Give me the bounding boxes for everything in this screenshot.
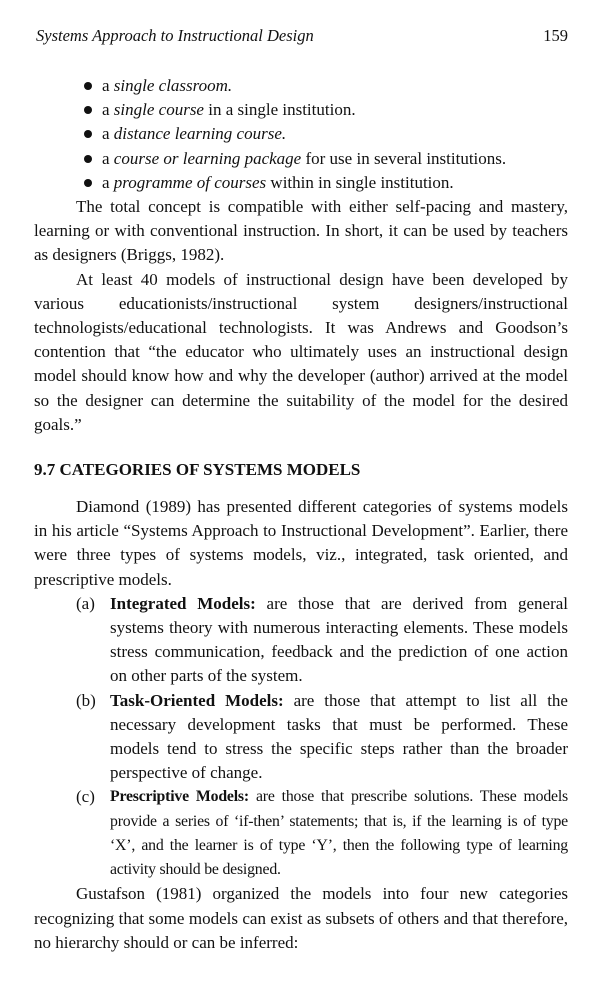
bullet-prefix: a xyxy=(102,100,114,120)
bullet-emphasis: single classroom. xyxy=(113,76,233,95)
paragraph-models-count: At least 40 models of instructional design have been developed by various educationists/instructional system designers/instructional technologists/educational technologists. It was Andrews and Goodson’s contention that “the educator who ultimately uses an instructional design model should know how and why the developer (author) arrived at the model so the designer can determine the suitability of the model for the desired goals.” xyxy=(34,269,568,434)
category-item xyxy=(34,592,568,689)
category-list xyxy=(34,592,568,882)
running-head xyxy=(36,26,568,46)
bullet-item xyxy=(34,147,568,171)
bullet-prefix: a xyxy=(102,124,114,144)
bullet-emphasis: course or learning package xyxy=(113,148,302,168)
category-body xyxy=(110,592,568,689)
bullet-emphasis: single course xyxy=(113,100,204,120)
paragraph-diamond: Diamond (1989) has presented different categories of systems models in his article “Systems Approach to Instructional Development”. Earlier, there were three types of systems models, viz., integrated, task oriented, and prescriptive models. xyxy=(34,497,568,589)
category-term: Integrated Models: xyxy=(110,593,256,613)
category-item xyxy=(34,689,568,786)
bullet-rest: for use in several institutions. xyxy=(301,148,507,168)
bullet-prefix: a xyxy=(102,172,114,192)
category-body xyxy=(110,689,568,786)
category-text: are those that are derived from general systems theory with numerous interacting elements. These models stress communication, feedback and the prediction of one action on other parts of the system. xyxy=(110,593,569,686)
bullet-prefix: a xyxy=(102,148,114,168)
bullet-item xyxy=(34,122,568,146)
bullet-item xyxy=(34,98,568,122)
bullet-emphasis: distance learning course. xyxy=(113,124,287,144)
category-item xyxy=(34,785,568,882)
paragraph-gustafson: Gustafson (1981) organized the models into four new categories recognizing that some models can exist as subsets of others and that therefore, no hierarchy should or can be inferred: xyxy=(34,884,568,952)
bullet-emphasis: programme of courses xyxy=(113,172,267,192)
category-text: are those that prescribe solutions. These models provide a series of ‘if-then’ statements; that is, if the learning is of type ‘X’, and the learner is of type ‘Y’, then the following type of learning activity should be designed. xyxy=(110,788,568,879)
category-body xyxy=(110,785,568,882)
bullet-rest: within in single institution. xyxy=(266,172,454,192)
page-content xyxy=(34,74,568,955)
page-number: 159 xyxy=(543,26,568,45)
bullet-prefix: a xyxy=(102,76,114,95)
bullet-item xyxy=(34,74,568,98)
category-marker: (a) xyxy=(76,593,95,613)
category-text: are those that attempt to list all the necessary development tasks that must be performed. These models tend to stress the specific steps rather than the broader perspective of change. xyxy=(110,690,568,783)
running-title: Systems Approach to Instructional Design xyxy=(36,26,314,45)
bullet-item xyxy=(34,171,568,195)
category-marker: (c) xyxy=(76,787,95,807)
bullet-list xyxy=(34,74,568,195)
category-term: Prescriptive Models: xyxy=(110,788,249,806)
section-heading: 9.7 CATEGORIES OF SYSTEMS MODELS xyxy=(34,460,361,480)
paragraph-total-concept: The total concept is compatible with either self-pacing and mastery, learning or with conventional instruction. In short, it can be used by teachers as designers (Briggs, 1982). xyxy=(34,197,568,265)
bullet-rest: in a single institution. xyxy=(203,100,356,120)
category-term: Task-Oriented Models: xyxy=(110,690,284,710)
category-marker: (b) xyxy=(76,690,96,710)
